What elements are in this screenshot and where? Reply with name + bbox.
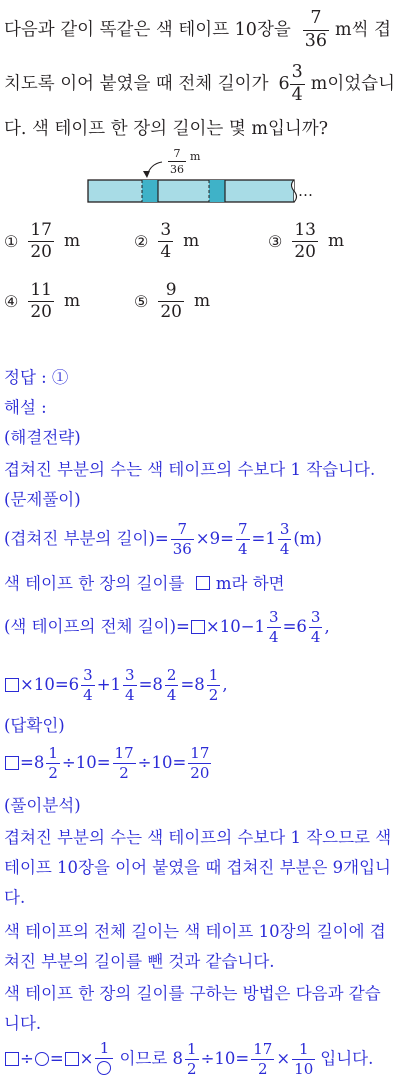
choice-4[interactable]: ④ $\frac{11}{20}$ m xyxy=(4,279,81,322)
answer-line: 정답 : ① xyxy=(4,368,69,387)
blank-box-icon xyxy=(196,576,210,590)
equation-let-length: 색 테이프 한 장의 길이를 m라 하면 xyxy=(4,574,285,593)
strategy-text: 겹쳐진 부분의 수는 색 테이프의 수보다 1 작습니다. xyxy=(4,460,376,479)
figure-label: $\frac{7}{36}$ m xyxy=(170,147,201,176)
equation-box-times-ten: ×10=6 $\frac{3}{4}$ +1 $\frac{3}{4}$ =8 $\frac{2}{4}$ =8 $\frac{1}{2}$ , xyxy=(4,662,228,708)
question-line-2 xyxy=(4,62,395,106)
analysis-text: 색 테이프 한 장의 길이를 구하는 방법은 다음과 같습 xyxy=(4,984,381,1003)
tape-figure xyxy=(80,148,320,208)
overlap-region xyxy=(142,180,158,202)
question-line-1 xyxy=(4,8,391,52)
analysis-text: 겹쳐진 부분의 수는 색 테이프의 수보다 1 작으므로 색 xyxy=(4,828,392,847)
equation-method: ÷ = × 1 이므로 8 $\frac{1}{2}$ ÷10= $\frac{17}{2}$ × $\frac{1}{10}$ 입니다. xyxy=(4,1036,373,1082)
blank-circle-icon xyxy=(97,1061,111,1075)
fraction: $\frac{3}{4}$ xyxy=(291,62,303,105)
blank-box-icon xyxy=(65,1052,79,1066)
blank-box-icon xyxy=(191,620,205,634)
blank-box-icon xyxy=(5,1052,19,1066)
choice-3[interactable]: ③ $\frac{13}{20}$ m xyxy=(268,219,345,262)
choice-2[interactable]: ② $\frac{3}{4}$ m xyxy=(134,219,200,262)
analysis-text: 색 테이프의 전체 길이는 색 테이프 10장의 길이에 겹 xyxy=(4,922,386,941)
blank-box-icon xyxy=(5,678,19,692)
continuation-ellipsis: … xyxy=(298,182,313,200)
strategy-heading: (해결전략) xyxy=(4,428,81,447)
question-text: 다음과 같이 똑같은 색 테이프 10장을 xyxy=(4,20,291,40)
analysis-text: 쳐진 부분의 길이를 뺀 것과 같습니다. xyxy=(4,952,275,971)
pointer-arrow xyxy=(147,162,162,176)
equation-check: =8 $\frac{1}{2}$ ÷10= $\frac{17}{2}$ ÷10= $\frac{17}{20}$ xyxy=(4,740,213,786)
analysis-text: 니다. xyxy=(4,1014,42,1033)
equation-overlap-length: (겹쳐진 부분의 길이)= $\frac{7}{36}$ ×9= $\frac{7}{4}$ =1 $\frac{3}{4}$ (m) xyxy=(4,519,322,558)
mixed-number-whole: 6 xyxy=(278,74,290,94)
question-text: 치도록 이어 붙였을 때 전체 길이가 xyxy=(4,74,269,94)
arrow-head xyxy=(143,171,150,178)
analysis-text: 다. xyxy=(4,888,26,907)
tape-strip xyxy=(88,180,294,202)
analysis-heading: (풀이분석) xyxy=(4,796,81,815)
check-heading: (답확인) xyxy=(4,716,65,735)
overlap-region xyxy=(209,180,225,202)
choice-1[interactable]: ① $\frac{17}{20}$ m xyxy=(4,219,81,262)
question-text: m이었습니 xyxy=(310,74,395,94)
blank-circle-icon xyxy=(35,1052,49,1066)
question-line-3: 다. 색 테이프 한 장의 길이는 몇 m입니까? xyxy=(4,119,329,139)
question-text: m씩 겹 xyxy=(335,20,392,40)
choice-5[interactable]: ⑤ $\frac{9}{20}$ m xyxy=(134,279,211,322)
explain-label: 해설 : xyxy=(4,398,47,417)
blank-box-icon xyxy=(5,756,19,770)
analysis-text: 테이프 10장을 이어 붙였을 때 겹쳐진 부분은 9개입니 xyxy=(4,858,391,877)
solve-heading: (문제풀이) xyxy=(4,490,81,509)
fraction: $\frac{7}{36}$ xyxy=(304,8,328,51)
equation-total-length: (색 테이프의 전체 길이)= ×10−1 $\frac{3}{4}$ =6 $\frac{3}{4}$ , xyxy=(4,607,330,646)
